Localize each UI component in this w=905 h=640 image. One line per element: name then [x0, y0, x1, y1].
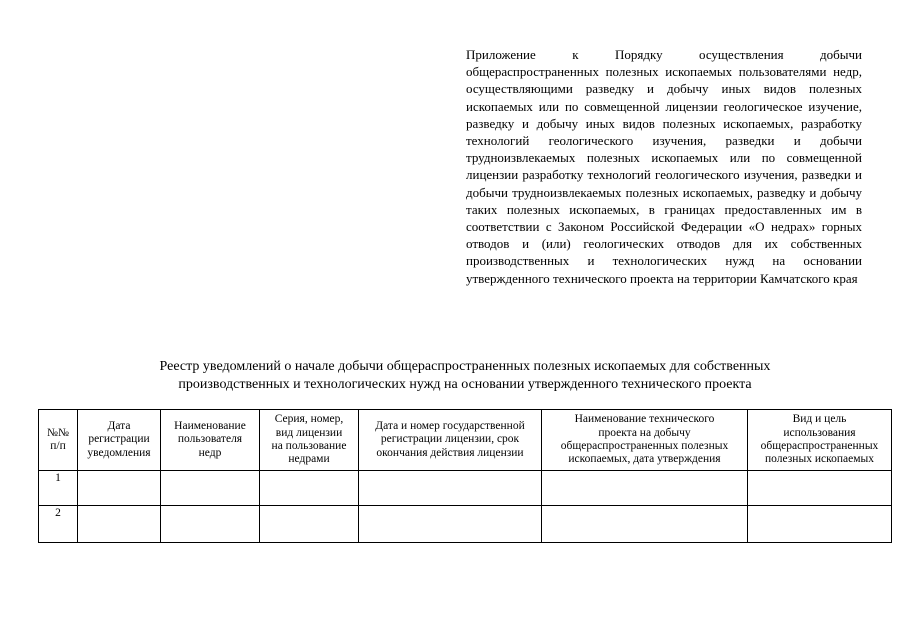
- empty-cell: [260, 506, 359, 543]
- header-number: №№ п/п: [39, 410, 78, 471]
- registry-title: [40, 358, 890, 394]
- header-technical-project: Наименование технического проекта на добычу общераспространенных полезных ископаемых, дата утверждения: [542, 410, 748, 471]
- empty-cell: [359, 471, 542, 506]
- empty-cell: [161, 471, 260, 506]
- header-row: [39, 410, 892, 471]
- row-number: 2: [39, 506, 78, 543]
- registry-table: [38, 409, 892, 543]
- empty-cell: [78, 471, 161, 506]
- empty-cell: [161, 506, 260, 543]
- registry-title-line-2: производственных и технологических нужд на основании утвержденного технического проекта: [178, 377, 752, 392]
- empty-cell: [78, 506, 161, 543]
- empty-cell: [542, 471, 748, 506]
- empty-cell: [542, 506, 748, 543]
- empty-cell: [260, 471, 359, 506]
- header-use-purpose: Вид и цель использования общераспространенных полезных ископаемых: [748, 410, 892, 471]
- table-row: [39, 506, 892, 543]
- appendix-note: Приложение к Порядку осуществления добычи общераспространенных полезных ископаемых пользователями недр, осуществляющими разведку и добычу иных видов полезных ископаемых или по совмещенной лицензии геологическое изучение, разведку и добычу иных видов полезных ископаемых, разработку технологий геологического изучения, разведки и добычи трудноизвлекаемых полезных ископаемых или по совмещенной лицензии разработку технологий геологического изучения, разведки и добычи трудноизвлекаемых полезных ископаемых, разведку и добычу таких полезных ископаемых, в границах предоставленных им в соответствии с Законом Российской Федерации «О недрах» горных отводов и (или) геологических отводов для их собственных производственных и технологических нужд на основании утвержденного технического проекта на территории Камчатского края: [466, 47, 862, 286]
- header-license: Серия, номер, вид лицензии на пользование недрами: [260, 410, 359, 471]
- empty-cell: [748, 471, 892, 506]
- header-registration-date: Дата регистрации уведомления: [78, 410, 161, 471]
- empty-cell: [748, 506, 892, 543]
- table-row: [39, 471, 892, 506]
- row-number: 1: [39, 471, 78, 506]
- empty-cell: [359, 506, 542, 543]
- registry-title-line-1: Реестр уведомлений о начале добычи общераспространенных полезных ископаемых для собственных: [159, 359, 771, 374]
- header-license-registration: Дата и номер государственной регистрации лицензии, срок окончания действия лицензии: [359, 410, 542, 471]
- header-subsoil-user: Наименование пользователя недр: [161, 410, 260, 471]
